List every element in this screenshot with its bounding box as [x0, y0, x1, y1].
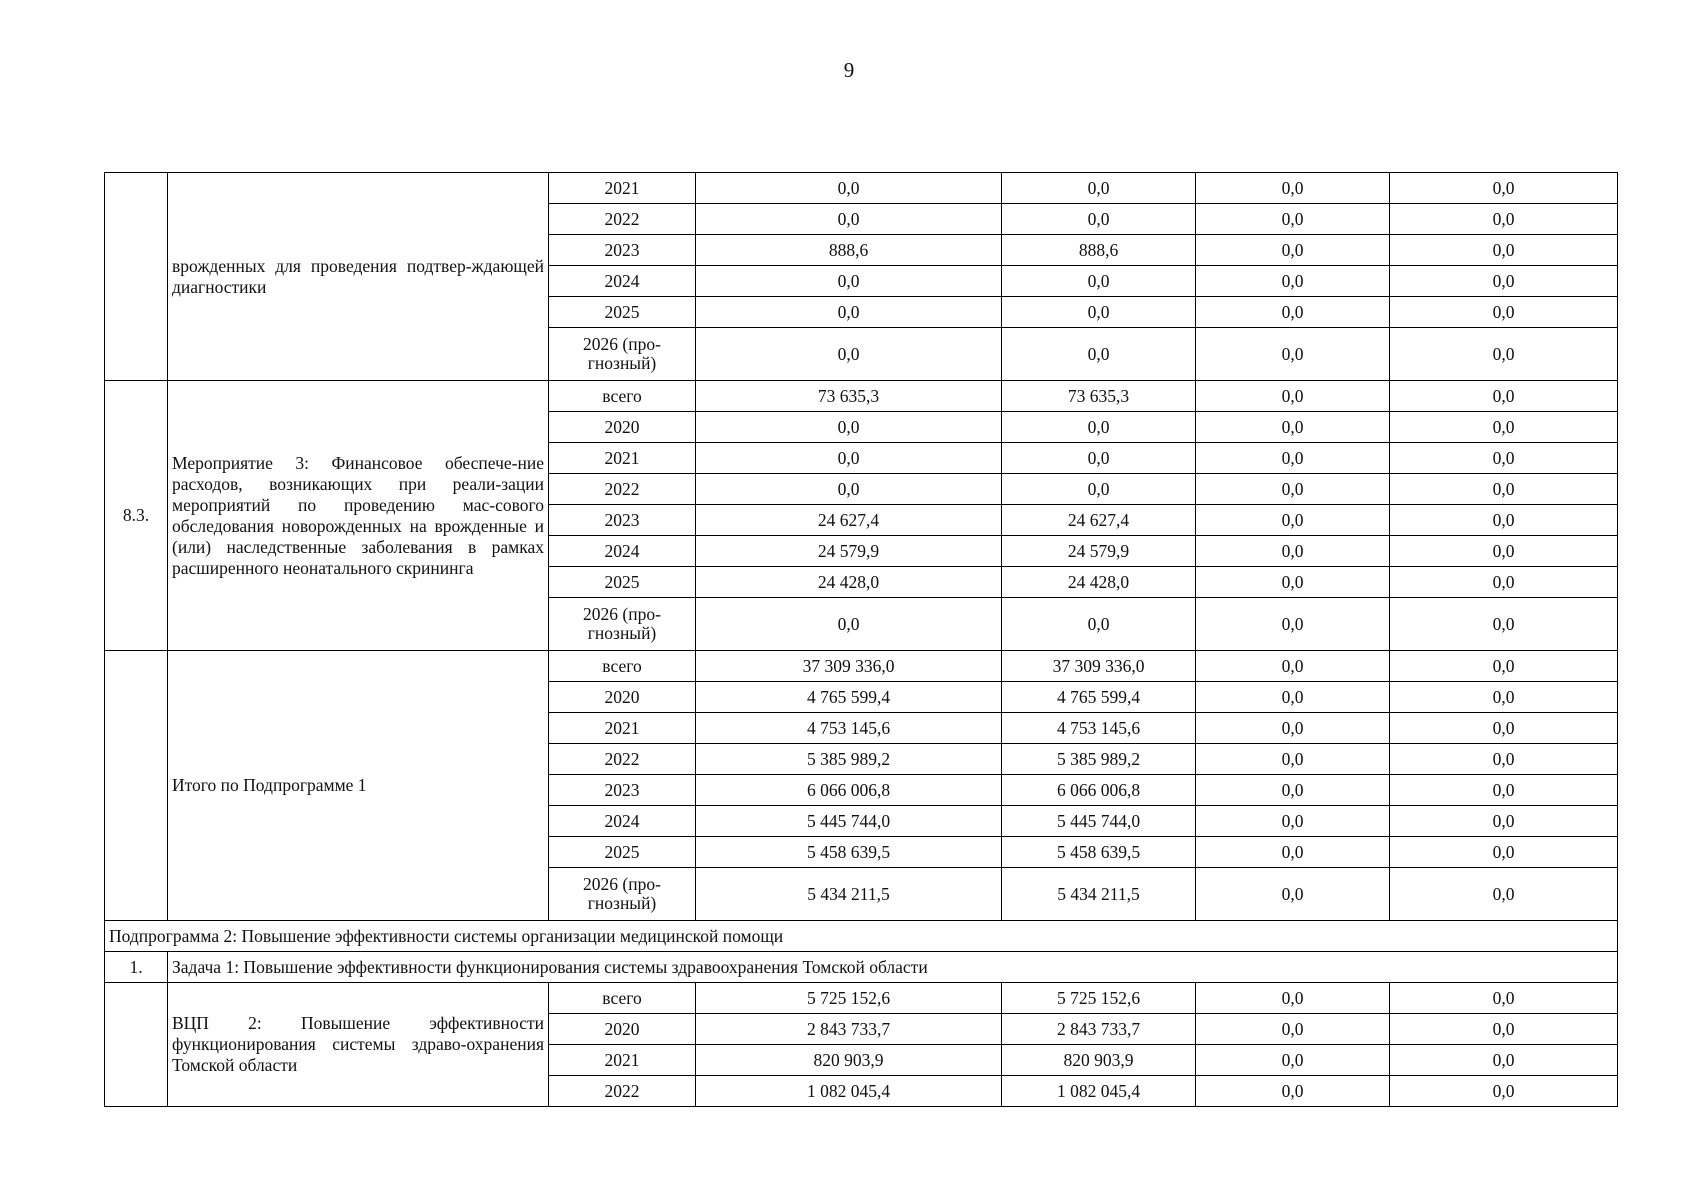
amount-cell: 1 082 045,4 — [696, 1076, 1002, 1107]
amount-cell: 24 627,4 — [1002, 505, 1196, 536]
amount-cell: 5 385 989,2 — [696, 744, 1002, 775]
row-title — [168, 651, 549, 921]
amount-cell: 0,0 — [1390, 983, 1618, 1014]
row-title — [168, 983, 549, 1107]
amount-cell: 4 765 599,4 — [696, 682, 1002, 713]
year-cell: 2022 — [549, 204, 696, 235]
amount-cell: 0,0 — [1390, 297, 1618, 328]
amount-cell: 5 458 639,5 — [1002, 837, 1196, 868]
year-cell: 2024 — [549, 266, 696, 297]
year-cell: всего — [549, 651, 696, 682]
row-number — [105, 173, 168, 381]
amount-cell: 5 445 744,0 — [696, 806, 1002, 837]
amount-cell: 0,0 — [696, 266, 1002, 297]
amount-cell: 0,0 — [1196, 474, 1390, 505]
row-title-text: Итого по Подпрограмме 1 — [172, 775, 367, 795]
amount-cell: 4 753 145,6 — [696, 713, 1002, 744]
amount-cell: 24 579,9 — [696, 536, 1002, 567]
amount-cell: 5 458 639,5 — [696, 837, 1002, 868]
amount-cell: 0,0 — [696, 443, 1002, 474]
row-title — [168, 173, 549, 381]
amount-cell: 0,0 — [696, 598, 1002, 651]
table-row — [105, 651, 1618, 682]
amount-cell: 0,0 — [1390, 713, 1618, 744]
amount-cell: 0,0 — [1390, 266, 1618, 297]
year-cell: 2021 — [549, 173, 696, 204]
row-title-text: врожденных для проведения подтвер-ждающей диагностики — [172, 255, 544, 297]
amount-cell: 0,0 — [1196, 598, 1390, 651]
year-cell: 2026 (про-гнозный) — [549, 598, 696, 651]
amount-cell: 0,0 — [1196, 567, 1390, 598]
amount-cell: 0,0 — [1196, 1014, 1390, 1045]
amount-cell: 0,0 — [1196, 806, 1390, 837]
year-cell: 2026 (про-гнозный) — [549, 868, 696, 921]
amount-cell: 0,0 — [1390, 598, 1618, 651]
page-number: 9 — [843, 58, 855, 82]
row-title-text: ВЦП 2: Повышение эффективности функционирования системы здраво-охранения Томской области — [172, 1013, 544, 1075]
year-cell: 2020 — [549, 412, 696, 443]
amount-cell: 5 385 989,2 — [1002, 744, 1196, 775]
amount-cell: 0,0 — [1390, 651, 1618, 682]
amount-cell: 0,0 — [1196, 1045, 1390, 1076]
amount-cell: 0,0 — [1002, 173, 1196, 204]
amount-cell: 0,0 — [1196, 651, 1390, 682]
amount-cell: 0,0 — [1196, 266, 1390, 297]
year-cell: 2023 — [549, 505, 696, 536]
amount-cell: 0,0 — [1390, 682, 1618, 713]
amount-cell: 0,0 — [1196, 173, 1390, 204]
amount-cell: 73 635,3 — [696, 381, 1002, 412]
amount-cell: 0,0 — [1196, 297, 1390, 328]
row-title — [168, 381, 549, 651]
year-cell: всего — [549, 983, 696, 1014]
amount-cell: 0,0 — [1196, 744, 1390, 775]
amount-cell: 820 903,9 — [1002, 1045, 1196, 1076]
amount-cell: 0,0 — [1390, 1045, 1618, 1076]
amount-cell: 0,0 — [1390, 235, 1618, 266]
amount-cell: 5 725 152,6 — [1002, 983, 1196, 1014]
amount-cell: 0,0 — [1390, 505, 1618, 536]
task-row — [105, 952, 1618, 983]
amount-cell: 0,0 — [1196, 328, 1390, 381]
amount-cell: 5 434 211,5 — [1002, 868, 1196, 921]
amount-cell: 0,0 — [1002, 297, 1196, 328]
amount-cell: 0,0 — [1390, 1076, 1618, 1107]
subprogram-2-heading: Подпрограмма 2: Повышение эффективности системы организации медицинской помощи — [105, 921, 1618, 952]
amount-cell: 0,0 — [1196, 443, 1390, 474]
amount-cell: 73 635,3 — [1002, 381, 1196, 412]
amount-cell: 0,0 — [696, 412, 1002, 443]
year-cell: 2021 — [549, 713, 696, 744]
amount-cell: 4 753 145,6 — [1002, 713, 1196, 744]
amount-cell: 0,0 — [1196, 505, 1390, 536]
amount-cell: 6 066 006,8 — [1002, 775, 1196, 806]
amount-cell: 5 725 152,6 — [696, 983, 1002, 1014]
amount-cell: 5 445 744,0 — [1002, 806, 1196, 837]
row-title-text: Мероприятие 3: Финансовое обеспече-ние расходов, возникающих при реали-зации мероприятий по проведению мас-сового обследования новорожденных на врожденные и (или) наследственные заболевания в рамках расширенного неонатального скрининга — [172, 452, 544, 578]
year-cell: 2025 — [549, 567, 696, 598]
task-1-text: Задача 1: Повышение эффективности функционирования системы здравоохранения Томской области — [168, 952, 1618, 983]
year-cell: 2020 — [549, 1014, 696, 1045]
amount-cell: 24 428,0 — [696, 567, 1002, 598]
amount-cell: 0,0 — [1002, 598, 1196, 651]
amount-cell: 37 309 336,0 — [696, 651, 1002, 682]
amount-cell: 4 765 599,4 — [1002, 682, 1196, 713]
year-cell: 2023 — [549, 235, 696, 266]
amount-cell: 0,0 — [1390, 775, 1618, 806]
year-cell: 2025 — [549, 837, 696, 868]
amount-cell: 0,0 — [1002, 412, 1196, 443]
amount-cell: 0,0 — [1390, 1014, 1618, 1045]
year-cell: всего — [549, 381, 696, 412]
amount-cell: 0,0 — [1390, 328, 1618, 381]
amount-cell: 0,0 — [1196, 837, 1390, 868]
amount-cell: 0,0 — [696, 328, 1002, 381]
amount-cell: 0,0 — [1196, 682, 1390, 713]
amount-cell: 0,0 — [1196, 713, 1390, 744]
task-number: 1. — [105, 952, 168, 983]
amount-cell: 820 903,9 — [696, 1045, 1002, 1076]
year-cell: 2022 — [549, 1076, 696, 1107]
year-cell: 2023 — [549, 775, 696, 806]
amount-cell: 0,0 — [1196, 983, 1390, 1014]
amount-cell: 0,0 — [1196, 775, 1390, 806]
row-number: 8.3. — [105, 381, 168, 651]
amount-cell: 0,0 — [1196, 381, 1390, 412]
amount-cell: 37 309 336,0 — [1002, 651, 1196, 682]
year-cell: 2024 — [549, 806, 696, 837]
amount-cell: 0,0 — [1196, 412, 1390, 443]
amount-cell: 0,0 — [1002, 443, 1196, 474]
amount-cell: 0,0 — [1390, 868, 1618, 921]
amount-cell: 0,0 — [1390, 412, 1618, 443]
amount-cell: 0,0 — [1002, 474, 1196, 505]
amount-cell: 2 843 733,7 — [1002, 1014, 1196, 1045]
subprogram-heading-row — [105, 921, 1618, 952]
amount-cell: 24 627,4 — [696, 505, 1002, 536]
amount-cell: 0,0 — [1002, 204, 1196, 235]
amount-cell: 0,0 — [1196, 235, 1390, 266]
amount-cell: 0,0 — [1390, 474, 1618, 505]
amount-cell: 888,6 — [1002, 235, 1196, 266]
budget-table-body — [105, 173, 1618, 1107]
amount-cell: 0,0 — [696, 297, 1002, 328]
amount-cell: 888,6 — [696, 235, 1002, 266]
amount-cell: 0,0 — [1390, 806, 1618, 837]
year-cell: 2026 (про-гнозный) — [549, 328, 696, 381]
year-cell: 2021 — [549, 443, 696, 474]
amount-cell: 0,0 — [1390, 173, 1618, 204]
amount-cell: 1 082 045,4 — [1002, 1076, 1196, 1107]
year-cell: 2025 — [549, 297, 696, 328]
table-row — [105, 173, 1618, 204]
amount-cell: 0,0 — [1390, 443, 1618, 474]
table-row — [105, 983, 1618, 1014]
amount-cell: 0,0 — [1390, 204, 1618, 235]
amount-cell: 6 066 006,8 — [696, 775, 1002, 806]
budget-table — [104, 172, 1618, 1107]
year-cell: 2022 — [549, 474, 696, 505]
amount-cell: 0,0 — [1196, 204, 1390, 235]
amount-cell: 24 579,9 — [1002, 536, 1196, 567]
row-number — [105, 651, 168, 921]
amount-cell: 0,0 — [1390, 837, 1618, 868]
year-cell: 2022 — [549, 744, 696, 775]
year-cell: 2021 — [549, 1045, 696, 1076]
amount-cell: 0,0 — [1390, 744, 1618, 775]
amount-cell: 0,0 — [1196, 536, 1390, 567]
amount-cell: 24 428,0 — [1002, 567, 1196, 598]
amount-cell: 5 434 211,5 — [696, 868, 1002, 921]
amount-cell: 0,0 — [696, 204, 1002, 235]
amount-cell: 0,0 — [1196, 868, 1390, 921]
amount-cell: 0,0 — [1390, 567, 1618, 598]
row-number — [105, 983, 168, 1107]
year-cell: 2024 — [549, 536, 696, 567]
amount-cell: 0,0 — [1002, 328, 1196, 381]
amount-cell: 2 843 733,7 — [696, 1014, 1002, 1045]
amount-cell: 0,0 — [1196, 1076, 1390, 1107]
amount-cell: 0,0 — [1390, 536, 1618, 567]
year-cell: 2020 — [549, 682, 696, 713]
amount-cell: 0,0 — [1002, 266, 1196, 297]
amount-cell: 0,0 — [696, 173, 1002, 204]
amount-cell: 0,0 — [696, 474, 1002, 505]
table-row — [105, 381, 1618, 412]
amount-cell: 0,0 — [1390, 381, 1618, 412]
